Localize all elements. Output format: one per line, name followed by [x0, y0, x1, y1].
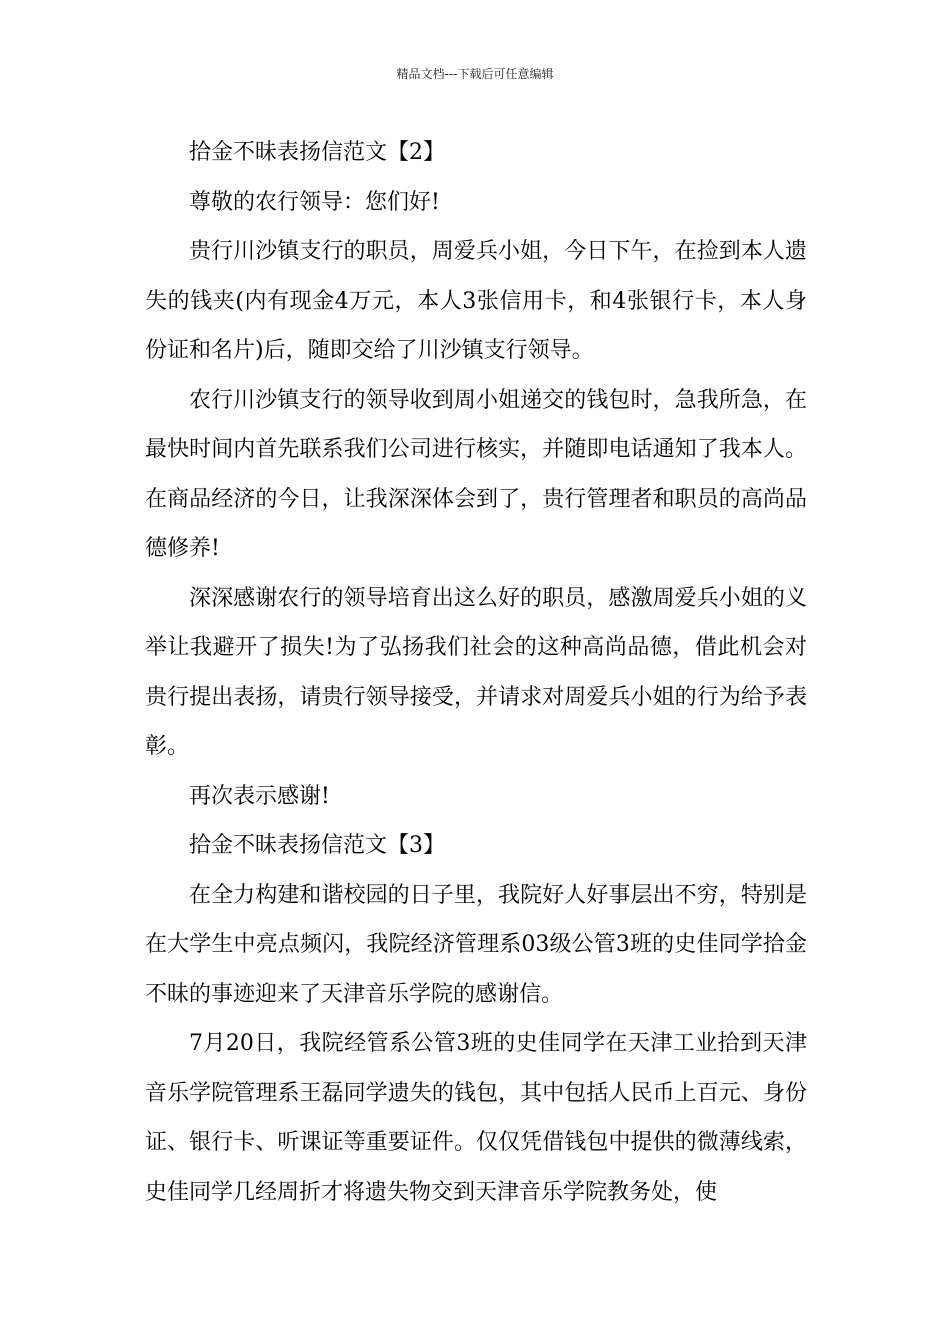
document-body	[145, 128, 807, 1217]
closing-line: 再次表示感谢!	[189, 783, 330, 809]
body-paragraph: 深深感谢农行的领导培育出这么好的职员，感激周爱兵小姐的义举让我避开了损失!为了弘扬我们社会的这种高尚品德，借此机会对贵行提出表扬，请贵行领导接受，并请求对周爱兵小姐的行为给予表彰。	[145, 585, 807, 759]
body-paragraph: 7月20日，我院经管系公管3班的史佳同学在天津工业拾到天津音乐学院管理系王磊同学遗失的钱包，其中包括人民币上百元、身份证、银行卡、听课证等重要证件。仅仅凭借钱包中提供的微薄线索，史佳同学几经周折才将遗失物交到天津音乐学院教务处，使	[145, 1031, 807, 1205]
section-title: 拾金不昧表扬信范文【2】	[189, 140, 445, 165]
section-title: 拾金不昧表扬信范文【3】	[189, 833, 445, 858]
salutation: 尊敬的农行领导：您们好!	[189, 189, 440, 215]
body-paragraph: 在全力构建和谐校园的日子里，我院好人好事层出不穷，特别是在大学生中亮点频闪，我院经济管理系03级公管3班的史佳同学拾金不昧的事迹迎来了天津音乐学院的感谢信。	[145, 882, 807, 1007]
body-paragraph: 农行川沙镇支行的领导收到周小姐递交的钱包时，急我所急，在最快时间内首先联系我们公司进行核实，并随即电话通知了我本人。在商品经济的今日，让我深深体会到了，贵行管理者和职员的高尚品德修养!	[145, 387, 807, 561]
page-header: 精品文档---下载后可任意编辑	[396, 67, 554, 81]
body-paragraph: 贵行川沙镇支行的职员，周爱兵小姐，今日下午，在捡到本人遗失的钱夹(内有现金4万元，本人3张信用卡，和4张银行卡，本人身份证和名片)后，随即交给了川沙镇支行领导。	[145, 239, 807, 363]
